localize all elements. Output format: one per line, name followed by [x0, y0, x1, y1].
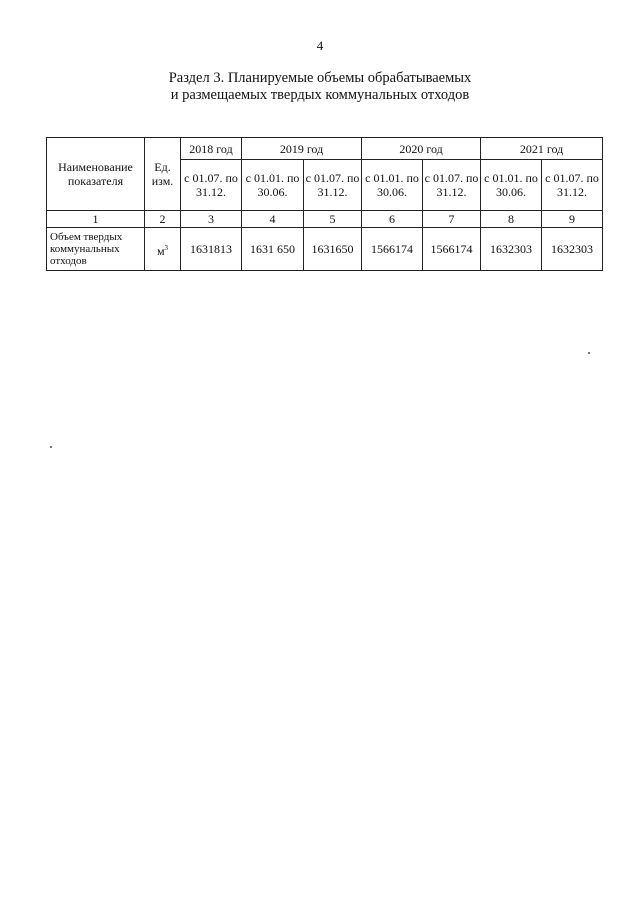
- header-period: с 01.07. по 31.12.: [304, 160, 362, 211]
- column-number: 1: [47, 211, 145, 228]
- column-number: 8: [481, 211, 542, 228]
- row-value: 1632303: [542, 228, 603, 271]
- header-year-2020: 2020 год: [362, 138, 481, 160]
- header-period: с 01.07. по 31.12.: [542, 160, 603, 211]
- column-number: 9: [542, 211, 603, 228]
- header-period: с 01.01. по 30.06.: [481, 160, 542, 211]
- title-line-2: и размещаемых твердых коммунальных отходов: [170, 87, 470, 103]
- section-title: [0, 70, 640, 104]
- header-unit: Ед. изм.: [145, 138, 181, 211]
- column-number: 6: [362, 211, 423, 228]
- row-unit: [145, 228, 181, 271]
- header-year-2021: 2021 год: [481, 138, 603, 160]
- header-year-2018: 2018 год: [181, 138, 242, 160]
- header-year-2019: 2019 год: [242, 138, 362, 160]
- row-value: 1566174: [362, 228, 423, 271]
- column-number: 2: [145, 211, 181, 228]
- scan-speck: [588, 352, 590, 354]
- column-number: 7: [423, 211, 481, 228]
- unit-base: м: [156, 243, 165, 258]
- row-value: 1631 650: [242, 228, 304, 271]
- header-period: с 01.07. по 31.12.: [181, 160, 242, 211]
- column-number: 3: [181, 211, 242, 228]
- scan-speck: [50, 446, 52, 448]
- header-indicator-name: Наименование показателя: [47, 138, 145, 211]
- volumes-table: [46, 137, 603, 271]
- row-indicator-name: Объем твердых коммунальных отходов: [47, 228, 145, 271]
- column-number: 5: [304, 211, 362, 228]
- table-row: [47, 228, 603, 271]
- column-number: 4: [242, 211, 304, 228]
- unit-superscript: 3: [164, 243, 169, 252]
- row-value: 1631650: [304, 228, 362, 271]
- header-period: с 01.01. по 30.06.: [242, 160, 304, 211]
- title-line-1: Раздел 3. Планируемые объемы обрабатываемых: [168, 70, 472, 86]
- row-value: 1632303: [481, 228, 542, 271]
- row-value: 1566174: [423, 228, 481, 271]
- header-period: с 01.07. по 31.12.: [423, 160, 481, 211]
- page-number: 4: [316, 38, 324, 53]
- header-period: с 01.01. по 30.06.: [362, 160, 423, 211]
- row-value: 1631813: [181, 228, 242, 271]
